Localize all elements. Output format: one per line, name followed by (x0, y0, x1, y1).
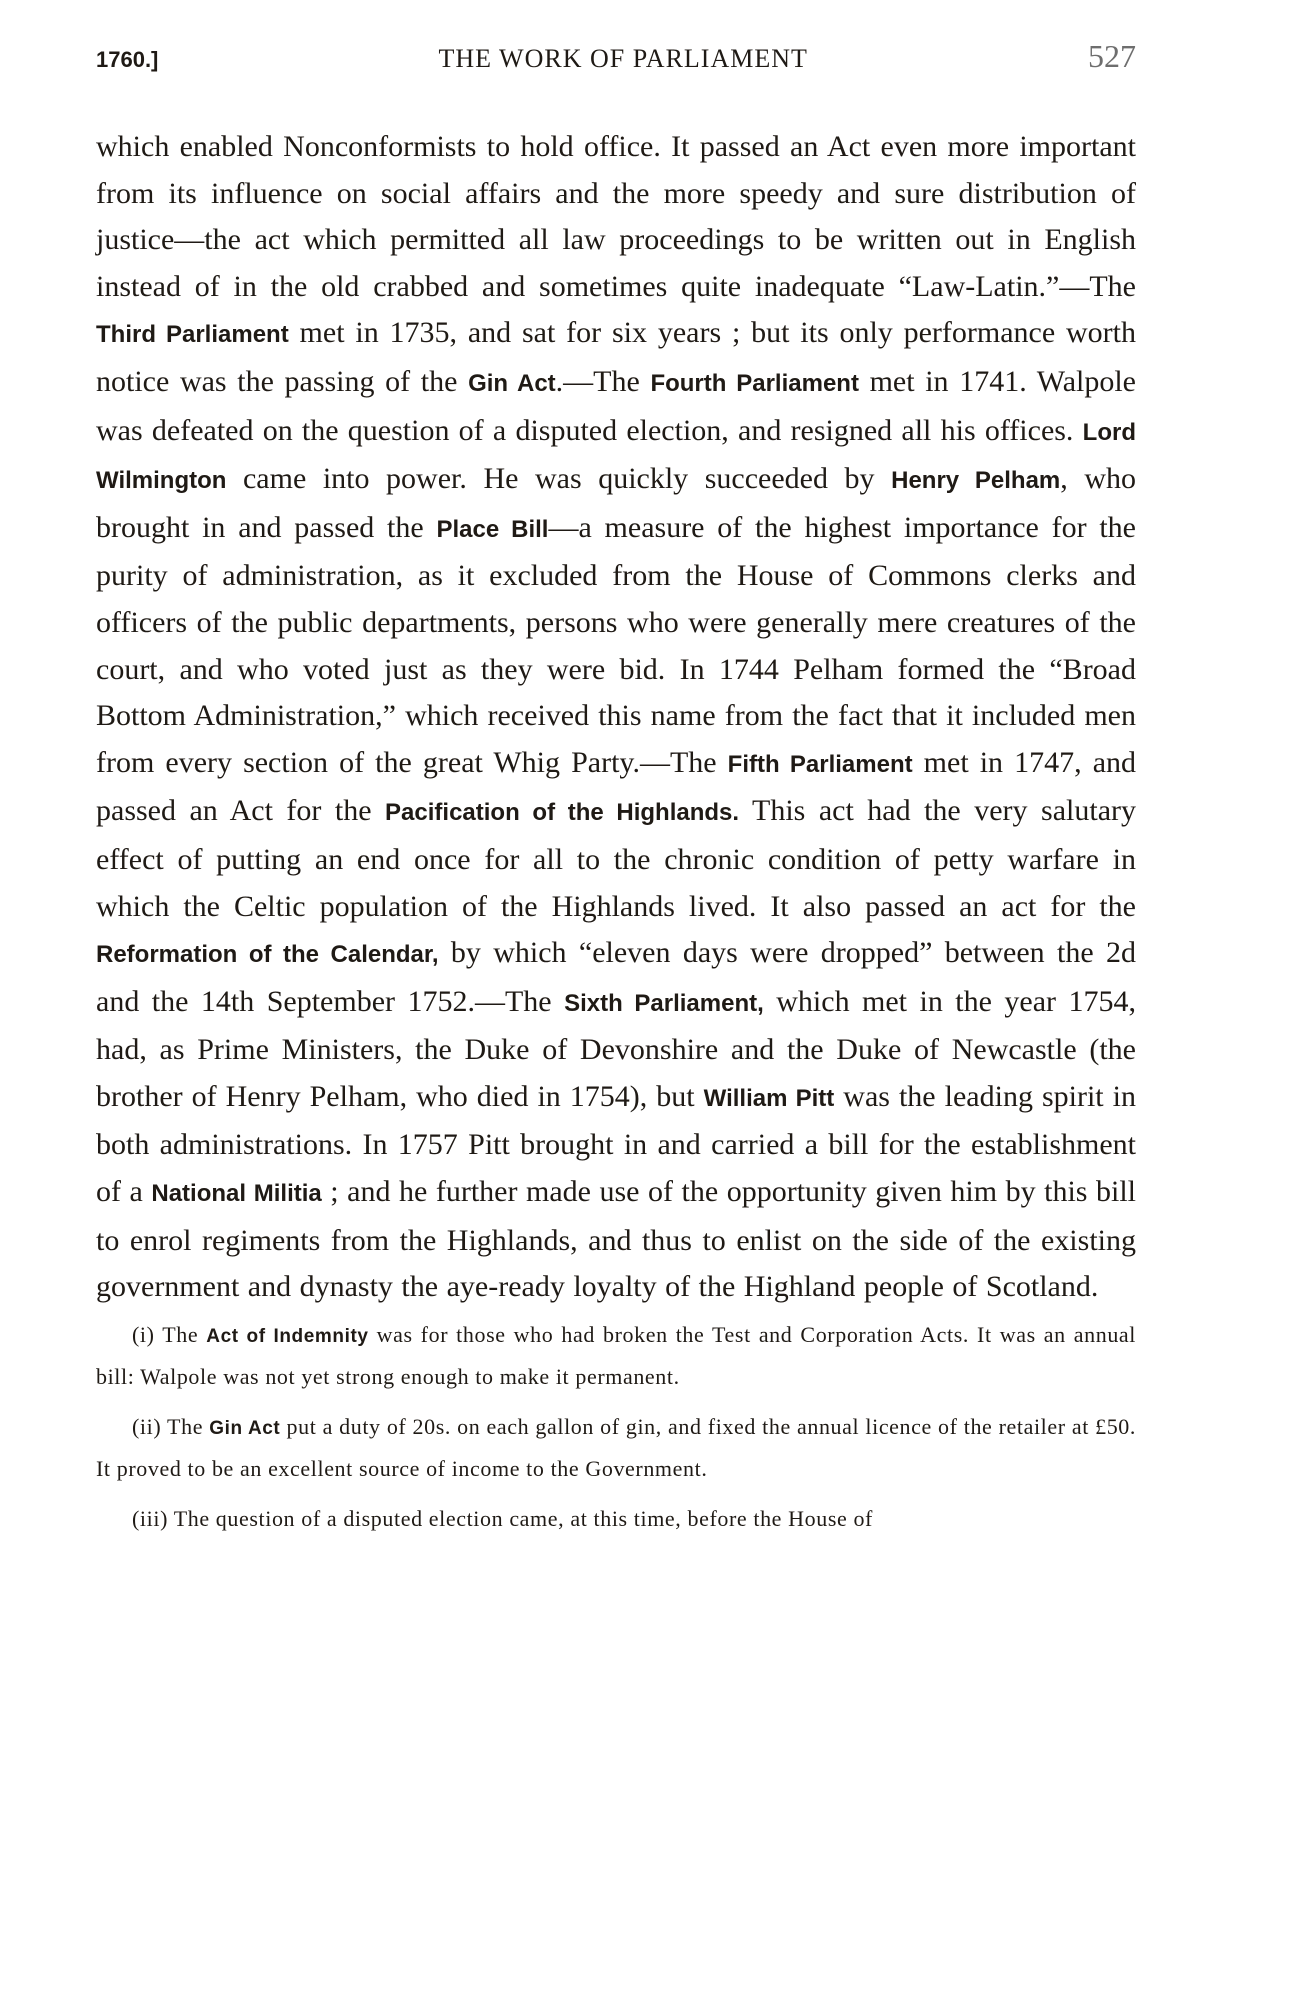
bold-term: Fifth Parliament (727, 750, 913, 778)
text-run: put a duty of 20s. on each gallon of gin, and fixed the annual licence of the retailer at £50. It proved to be an excellent source of income to the Government. (96, 1413, 1136, 1481)
bold-term: Fourth Parliament (650, 369, 859, 397)
bold-term: Henry Pelham (891, 467, 1061, 495)
text-run: , who brought in and passed the (96, 462, 1136, 544)
body-paragraph (96, 124, 1136, 1311)
running-head (96, 38, 1136, 78)
text-run: ; and he further made use of the opportunity given him by this bill to enrol regiments from the Highlands, and thus to enlist on the side of the existing government and dynasty the aye-ready loyalty of the Highland people of Scotland. (96, 1175, 1137, 1304)
text-run: by which “eleven days were dropped” between the 2d and the 14th September 1752.—The (96, 936, 1137, 1018)
book-page (96, 38, 1136, 1549)
text-run: —a measure of the highest importance for the purity of administration, as it excluded from the House of Commons clerks and officers of the public departments, persons who were generally mere creatures of the court, and who voted just as they were bid. In 1744 Pelham formed the “Broad Bottom Administration,” which received this name from the fact that it included men from every section of the great Whig Party.—The (96, 510, 1136, 779)
bold-term: William Pitt (703, 1084, 835, 1112)
bold-term: Reformation of the Calendar, (96, 941, 439, 969)
text-run: (ii) The (132, 1413, 210, 1439)
footnote (96, 1315, 1136, 1397)
text-run: met in 1741. Walpole was defeated on the question of a disputed election, and resigned all his offices. (96, 364, 1136, 447)
text-run: which enabled Nonconformists to hold office. It passed an Act even more important from its influence on social affairs and the more speedy and sure distribution of justice—the act which permitted all law proceedings to be written out in English instead of in the old crabbed and sometimes quite inadequate “Law-Latin.”—The (96, 130, 1136, 303)
header-title: THE WORK OF PARLIAMENT (438, 44, 808, 73)
footnote (96, 1407, 1136, 1489)
bold-term: Lord Wilmington (96, 418, 1136, 495)
text-run: .—The (555, 364, 651, 398)
header-year: 1760.] (96, 47, 159, 72)
text-run: (i) The (132, 1321, 207, 1347)
bold-term: Third Parliament (96, 321, 289, 349)
text-run: This act had the very salutary effect of putting an end once for all to the chronic condition of petty warfare in which the Celtic population of the Highlands lived. It also passed an act for the (96, 794, 1136, 923)
text-run: which met in the year 1754, had, as Prime Ministers, the Duke of Devonshire and the Duke of Newcastle (the brother of Henry Pelham, who died in 1754), but (96, 984, 1136, 1113)
bold-term: Pacification of the Highlands. (385, 799, 740, 827)
text-run: was for those who had broken the Test and Corporation Acts. It was an annual bill: Walpole was not yet strong enough to make it permanent. (96, 1321, 1137, 1389)
bold-term: Act of Indemnity (206, 1325, 369, 1347)
footnotes (96, 1315, 1136, 1539)
text-run: met in 1735, and sat for six years ; but its only performance worth notice was the passing of the (96, 316, 1137, 398)
text-run: came into power. He was quickly succeeded by (226, 462, 892, 496)
footnote (96, 1499, 1136, 1539)
bold-term: Gin Act (209, 1417, 281, 1439)
bold-term: National Militia (151, 1180, 322, 1208)
bold-term: Sixth Parliament, (564, 989, 764, 1017)
text-run: met in 1747, and passed an Act for the (96, 745, 1137, 828)
page-number: 527 (1088, 38, 1136, 74)
text-run: was the leading spirit in both administrations. In 1757 Pitt brought in and carried a bill for the establishment of a (96, 1079, 1136, 1209)
bold-term: Place Bill (436, 515, 549, 543)
bold-term: Gin Act (468, 369, 556, 397)
text-run: (iii) The question of a disputed election came, at this time, before the House of (132, 1505, 873, 1531)
